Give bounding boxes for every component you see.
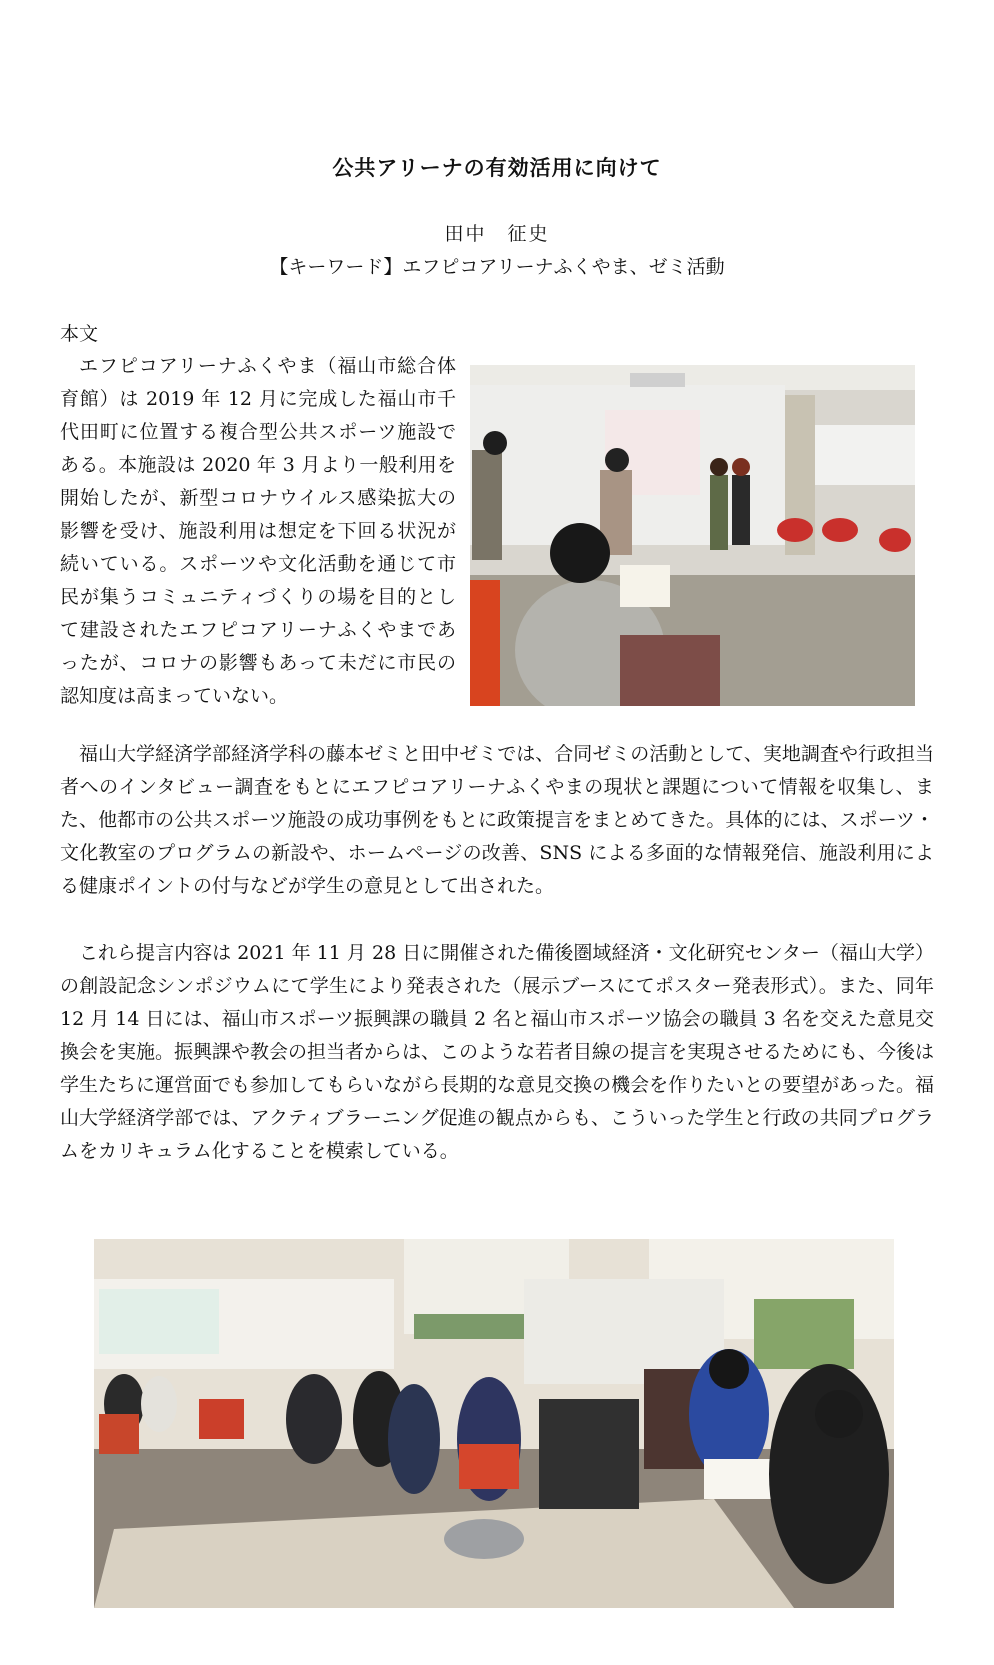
article-title: 公共アリーナの有効活用に向けて: [332, 156, 662, 180]
paragraph-2: 福山大学経済学部経済学科の藤本ゼミと田中ゼミでは、合同ゼミの活動として、実地調査や行政担当者へのインタビュー調査をもとにエフピコアリーナふくやまの現状と課題について情報を収集し、また、他都市の公共スポーツ施設の成功事例をもとに政策提言をまとめてきた。具体的には、スポーツ・文化教室のプログラムの新設や、ホームページの改善、SNS による多面的な情報発信、施設利用による健康ポイントの付与などが学生の意見として出された。: [60, 743, 934, 897]
keywords-line: 【キーワード】エフピコアリーナふくやま、ゼミ活動: [269, 256, 725, 278]
section-heading: 本文: [60, 323, 99, 345]
author-name: 田中 征史: [444, 223, 550, 245]
seminar-presentation-photo: [470, 365, 915, 706]
joint-seminar-classroom-photo: [94, 1239, 894, 1608]
paragraph-1: エフピコアリーナふくやま（福山市総合体育館）は 2019 年 12 月に完成した福山市千代田町に位置する複合型公共スポーツ施設である。本施設は 2020 年 3 月より一般利用を開始したが、新型コロナウイルス感染拡大の影響を受け、施設利用は想定を下回る状況が続いている。スポーツや文化活動を通じて市民が集うコミュニティづくりの場を目的として建設されたエフピコアリーナふくやまであったが、コロナの影響もあって未だに市民の認知度は高まっていない。: [60, 355, 456, 707]
paragraph-3: これら提言内容は 2021 年 11 月 28 日に開催された備後圏域経済・文化研究センター（福山大学）の創設記念シンポジウムにて学生により発表された（展示ブースにてポスター発表形式）。また、同年 12 月 14 日には、福山市スポーツ振興課の職員 2 名と福山市スポーツ協会の職員 3 名を交えた意見交換会を実施。振興課や教会の担当者からは、このような若者目線の提言を実現させるためにも、今後は学生たちに運営面でも参加してもらいながら長期的な意見交換の機会を作りたいとの要望があった。福山大学経済学部では、アクティブラーニング促進の観点からも、こういった学生と行政の共同プログラムをカリキュラム化することを模索している。: [60, 942, 935, 1162]
